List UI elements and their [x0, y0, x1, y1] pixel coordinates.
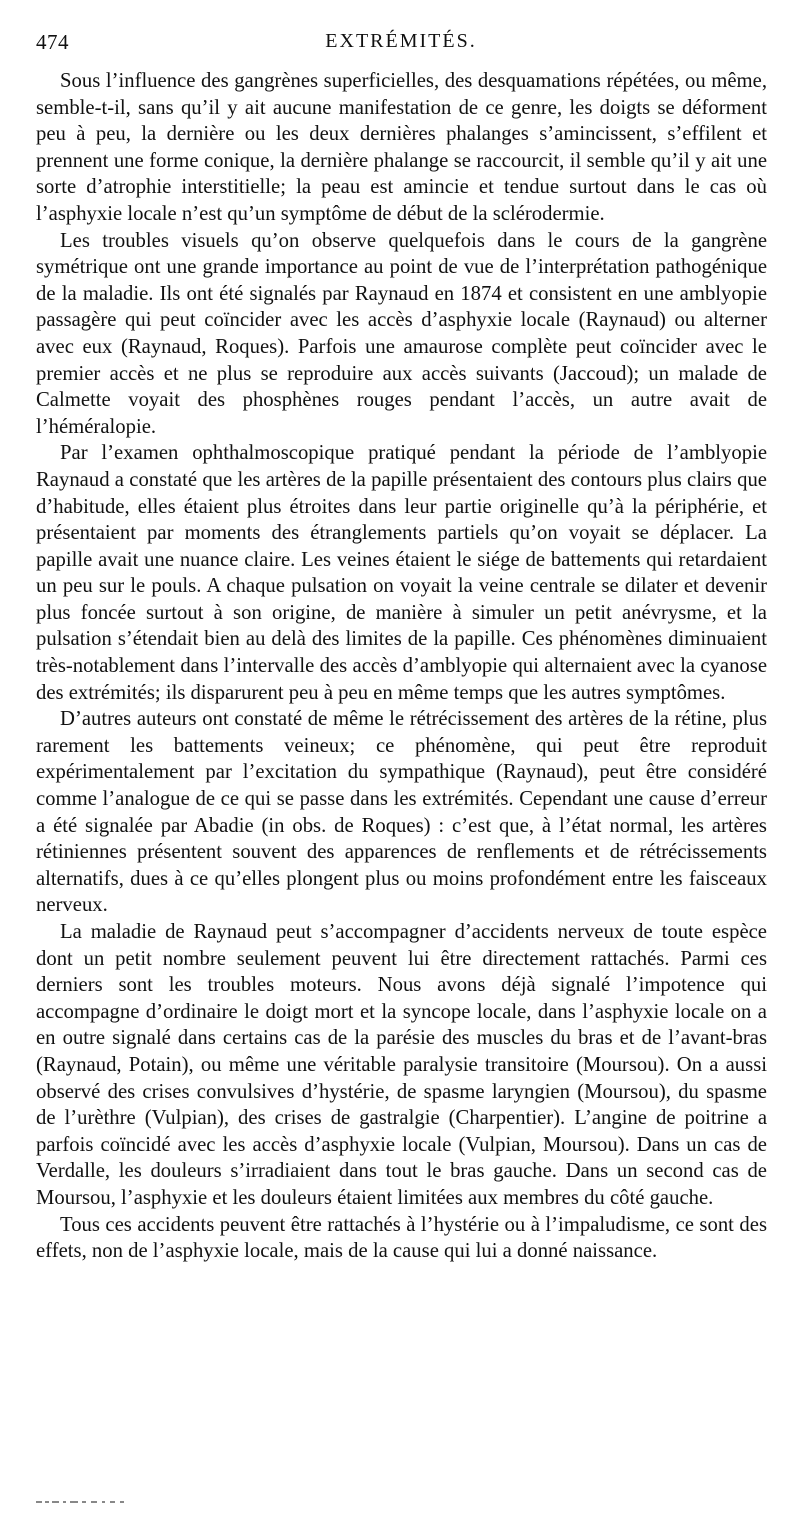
running-title: EXTRÉMITÉS. — [325, 30, 477, 52]
paragraph-ophthalmoscopy: Par l’examen ophthalmoscopique pratiqué pendant la période de l’amblyopie Raynaud a constaté que les artères de la papille présentaient des contours plus clairs que d’habitude, elles étaient plus étroites dans leur partie originelle qu’à la périphérie, et présentaient par moments des étranglements partiels qu’on voyait se déplacer. La papille avait une nuance claire. Les veines étaient le siége de battements qui retardaient un peu sur le pouls. A chaque pulsation on voyait la veine centrale se dilater et devenir plus foncée surtout à son origine, de manière à simuler un petit anévrysme, et la pulsation s’étendait bien au delà des limites de la papille. Ces phénomènes diminuaient très-notablement dans l’intervalle des accès d’amblyopie qui alternaient avec la cyanose des extrémités; ils disparurent peu à peu en même temps que les autres symptômes. — [36, 442, 767, 704]
body-text — [36, 68, 767, 1265]
page-header — [36, 30, 766, 60]
paragraph-conclusion: Tous ces accidents peuvent être rattachés à l’hystérie ou à l’impaludisme, ce sont des effets, non de l’asphyxie locale, mais de la cause qui lui a donné naissance. — [36, 1213, 767, 1263]
scan-dots-decoration — [36, 1499, 131, 1505]
paragraph-retina: D’autres auteurs ont constaté de même le rétrécissement des artères de la rétine, plus rarement les battements veineux; ce phénomène, qui peut être reproduit expérimentalement par l’excitation du sympathique (Raynaud), peut être considéré comme l’analogue de ce qui se passe dans les extrémités. Cependant une cause d’erreur a été signalée par Abadie (in obs. de Roques) : c’est que, à l’état normal, les artères rétiniennes présentent souvent des apparences de renflements et de rétrécissements alternatifs, dues à ce qu’elles plongent plus ou moins profondément entre les faisceaux nerveux. — [36, 708, 767, 917]
paragraph-nervous-accidents: La maladie de Raynaud peut s’accompagner d’accidents nerveux de toute espèce dont un petit nombre seulement peuvent lui être directement rattachés. Parmi ces derniers sont les troubles moteurs. Nous avons déjà signalé l’impotence qui accompagne d’ordinaire le doigt mort et la syncope locale, dans l’asphyxie locale on a en outre signalé dans certains cas de la parésie des muscles du bras et de l’avant-bras (Raynaud, Potain), ou même une véritable paralysie transitoire (Moursou). On a aussi observé des crises convulsives d’hystérie, de spasme laryngien (Moursou), du spasme de l’urèthre (Vulpian), des crises de gastralgie (Charpentier). L’angine de poitrine a parfois coïncidé avec les accès d’asphyxie locale (Vulpian, Moursou). Dans un cas de Verdalle, les douleurs s’irradiaient dans tout le bras gauche. Dans un second cas de Moursou, l’asphyxie et les douleurs étaient limitées aux membres du côté gauche. — [36, 921, 767, 1209]
page-number: 474 — [36, 30, 69, 54]
paragraph-deformation: Sous l’influence des gangrènes superficielles, des desquamations répétées, ou même, semble-t-il, sans qu’il y ait aucune manifestation de ce genre, les doigts se déforment peu à peu, la dernière ou les deux dernières phalanges s’amincissent, s’effilent et prennent une forme conique, la dernière phalange se raccourcit, il semble qu’il y ait une sorte d’atrophie interstitielle; la peau est amincie et tendue surtout dans le cas où l’asphyxie locale n’est qu’un symptôme de début de la sclérodermie. — [36, 70, 767, 225]
scan-artifact-marks — [36, 1497, 131, 1507]
paragraph-visual-troubles: Les troubles visuels qu’on observe quelquefois dans le cours de la gangrène symétrique ont une grande importance au point de vue de l’interprétation pathogénique de la maladie. Ils ont été signalés par Raynaud en 1874 et consistent en une amblyopie passagère qui peut coïncider avec les accès d’asphyxie locale (Raynaud) ou alterner avec eux (Raynaud, Roques). Parfois une amaurose complète peut coïncider avec le premier accès et ne plus se reproduire aux accès suivants (Jaccoud); un malade de Calmette voyait des phosphènes rouges pendant l’accès, un autre avait de l’héméralopie. — [36, 229, 767, 438]
